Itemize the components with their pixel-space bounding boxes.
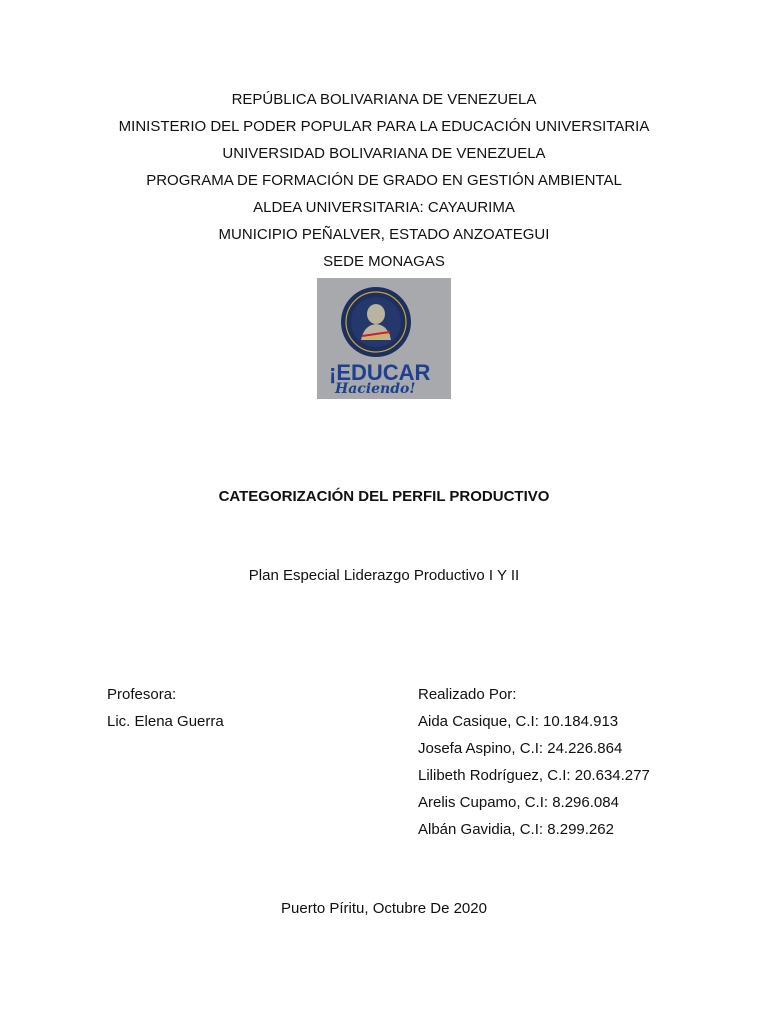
- professor-label: Profesora:: [107, 686, 177, 703]
- place-date: Puerto Píritu, Octubre De 2020: [281, 900, 487, 917]
- header-line-aldea: ALDEA UNIVERSITARIA: CAYAURIMA: [253, 199, 515, 216]
- header-line-ministry: MINISTERIO DEL PODER POPULAR PARA LA EDUCACIÓN UNIVERSITARIA: [118, 118, 650, 135]
- header-line-sede: SEDE MONAGAS: [323, 253, 445, 270]
- authors-block: [418, 684, 650, 846]
- educar-logo: [317, 278, 451, 399]
- header-line-university: UNIVERSIDAD BOLIVARIANA DE VENEZUELA: [222, 145, 546, 162]
- author-item: Lilibeth Rodríguez, C.I: 20.634.277: [418, 767, 650, 784]
- seal-icon: [341, 287, 411, 357]
- header-line-program: PROGRAMA DE FORMACIÓN DE GRADO EN GESTIÓN AMBIENTAL: [146, 172, 622, 189]
- author-item: Josefa Aspino, C.I: 24.226.864: [418, 740, 623, 757]
- educar-logo-graphic: [317, 278, 451, 399]
- document-title: CATEGORIZACIÓN DEL PERFIL PRODUCTIVO: [218, 488, 550, 505]
- educar-logo-script: Haciendo!: [335, 381, 416, 397]
- document-subtitle: Plan Especial Liderazgo Productivo I Y II: [248, 567, 520, 584]
- author-item: Aida Casique, C.I: 10.184.913: [418, 713, 619, 730]
- author-item: Arelis Cupamo, C.I: 8.296.084: [418, 794, 619, 811]
- authors-label: Realizado Por:: [418, 686, 517, 703]
- institution-header: [0, 89, 768, 278]
- educar-wordmark: [329, 360, 431, 397]
- header-line-municipio: MUNICIPIO PEÑALVER, ESTADO ANZOATEGUI: [218, 226, 550, 243]
- professor-name: Lic. Elena Guerra: [107, 713, 224, 730]
- educar-logo-text: ¡EDUCAR: [329, 360, 431, 385]
- professor-block: [107, 684, 224, 738]
- header-line-republic: REPÚBLICA BOLIVARIANA DE VENEZUELA: [231, 91, 537, 108]
- author-item: Albán Gavidia, C.I: 8.299.262: [418, 821, 614, 838]
